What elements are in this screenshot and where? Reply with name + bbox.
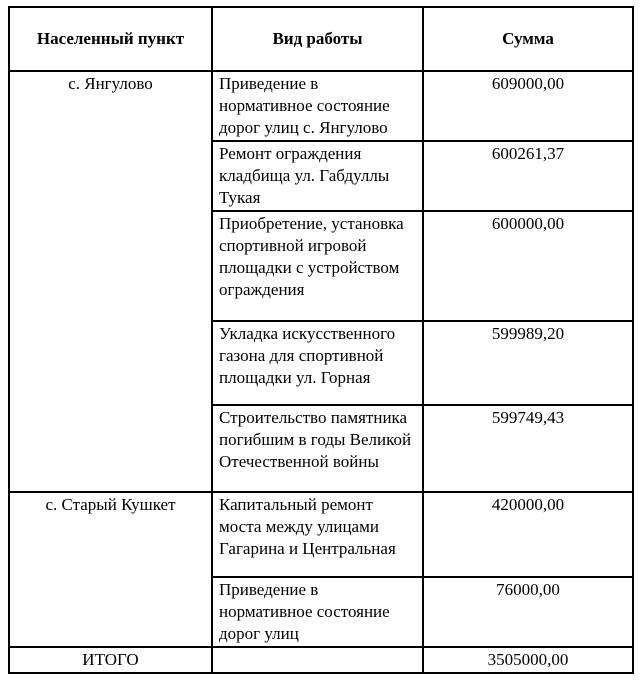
work-description: Приобретение, установка спортивной игровой площадки с устройством ограждения xyxy=(212,211,423,321)
settlement-stary-kushket: с. Старый Кушкет xyxy=(9,492,212,647)
total-label: ИТОГО xyxy=(9,647,212,673)
header-work-type: Вид работы xyxy=(212,7,423,71)
work-amount: 420000,00 xyxy=(423,492,633,577)
expenditure-table xyxy=(8,6,634,674)
work-amount: 599749,43 xyxy=(423,405,633,492)
total-amount: 3505000,00 xyxy=(423,647,633,673)
work-amount: 76000,00 xyxy=(423,577,633,647)
header-amount: Сумма xyxy=(423,7,633,71)
work-description: Строительство памятника погибшим в годы Великой Отечественной войны xyxy=(212,405,423,492)
work-description: Ремонт ограждения кладбища ул. Габдуллы Тукая xyxy=(212,141,423,211)
work-description: Укладка искусственного газона для спортивной площадки ул. Горная xyxy=(212,321,423,405)
work-description: Приведение в нормативное состояние дорог улиц с. Янгулово xyxy=(212,71,423,141)
table-header-row xyxy=(9,7,633,71)
work-description: Капитальный ремонт моста между улицами Гагарина и Центральная xyxy=(212,492,423,577)
total-empty-cell xyxy=(212,647,423,673)
total-row xyxy=(9,647,633,673)
work-amount: 599989,20 xyxy=(423,321,633,405)
table-row xyxy=(9,492,633,577)
settlement-yangulovo: с. Янгулово xyxy=(9,71,212,492)
work-amount: 600000,00 xyxy=(423,211,633,321)
header-settlement: Населенный пункт xyxy=(9,7,212,71)
work-amount: 609000,00 xyxy=(423,71,633,141)
work-amount: 600261,37 xyxy=(423,141,633,211)
work-description: Приведение в нормативное состояние дорог улиц xyxy=(212,577,423,647)
table-row xyxy=(9,71,633,141)
